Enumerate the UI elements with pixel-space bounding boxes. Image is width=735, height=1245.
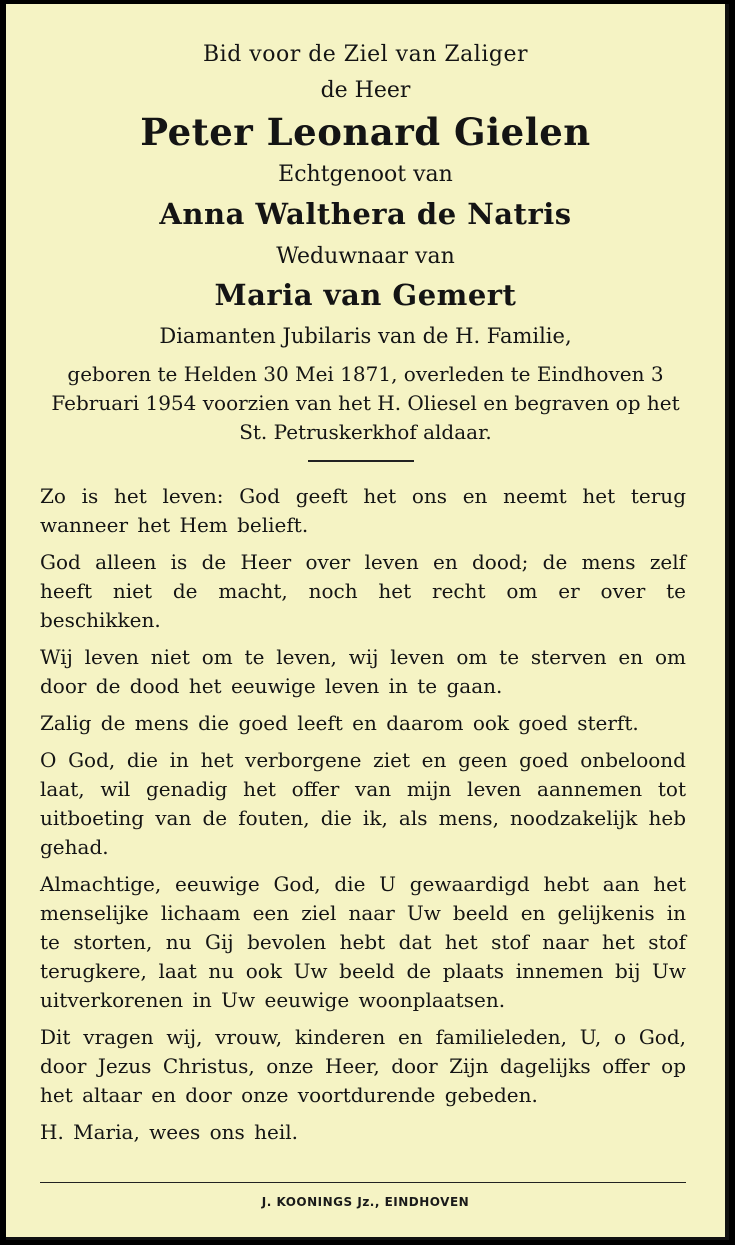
birth-death-text: geboren te Helden 30 Mei 1871, overleden te Eindhoven 3 Februari 1954 voorzien van het H. Oliesel en begraven op het St. Petruskerkhof aldaar.: [51, 362, 680, 444]
paragraph: God alleen is de Heer over leven en dood; de mens zelf heeft niet de macht, noch het recht om er over te beschikken.: [40, 550, 686, 632]
divider-short: [308, 460, 414, 462]
jubilee-line: Diamanten Jubilaris van de H. Familie,: [159, 324, 572, 348]
widower-label: Weduwnaar van: [276, 244, 455, 269]
paragraph: H. Maria, wees ons heil.: [40, 1120, 298, 1144]
memorial-card: [6, 4, 729, 1240]
paragraph: Zo is het leven: God geeft het ons en neemt het terug wanneer het Hem belieft.: [40, 484, 686, 537]
divider-long: [40, 1182, 686, 1183]
prayer-body: [40, 482, 686, 1155]
prayer-heading: Bid voor de Ziel van Zaliger: [203, 42, 528, 67]
paragraph: Wij leven niet om te leven, wij leven om te sterven en om door de dood het eeuwige leven in te gaan.: [40, 645, 686, 698]
paragraph: O God, die in het verborgene ziet en geen goed onbeloond laat, wil genadig het offer van mijn leven aannemen tot uitboeting van de fouten, die ik, als mens, noodzakelijk heb gehad.: [40, 748, 686, 859]
spouse-label: Echtgenoot van: [278, 162, 453, 187]
deceased-name: Peter Leonard Gielen: [140, 110, 591, 154]
spouse-name: Anna Walthera de Natris: [159, 197, 572, 231]
former-spouse-name: Maria van Gemert: [214, 278, 517, 312]
printer-credit: J. KOONINGS Jz., EINDHOVEN: [261, 1195, 470, 1209]
paragraph: Zalig de mens die goed leeft en daarom ook goed sterft.: [40, 711, 639, 735]
paragraph: Almachtige, eeuwige God, die U gewaardigd hebt aan het menselijke lichaam een ziel naar Uw beeld en gelijkenis in te storten, nu Gij bevolen hebt dat het stof naar het stof terugkere, laat nu ook Uw beeld de plaats innemen bij Uw uitverkorenen in Uw eeuwige woonplaatsen.: [40, 872, 686, 1012]
paragraph: Dit vragen wij, vrouw, kinderen en familieleden, U, o God, door Jezus Christus, onze Heer, door Zijn dagelijks offer op het altaar en door onze voortdurende gebeden.: [40, 1025, 686, 1107]
title-line: de Heer: [320, 78, 411, 103]
